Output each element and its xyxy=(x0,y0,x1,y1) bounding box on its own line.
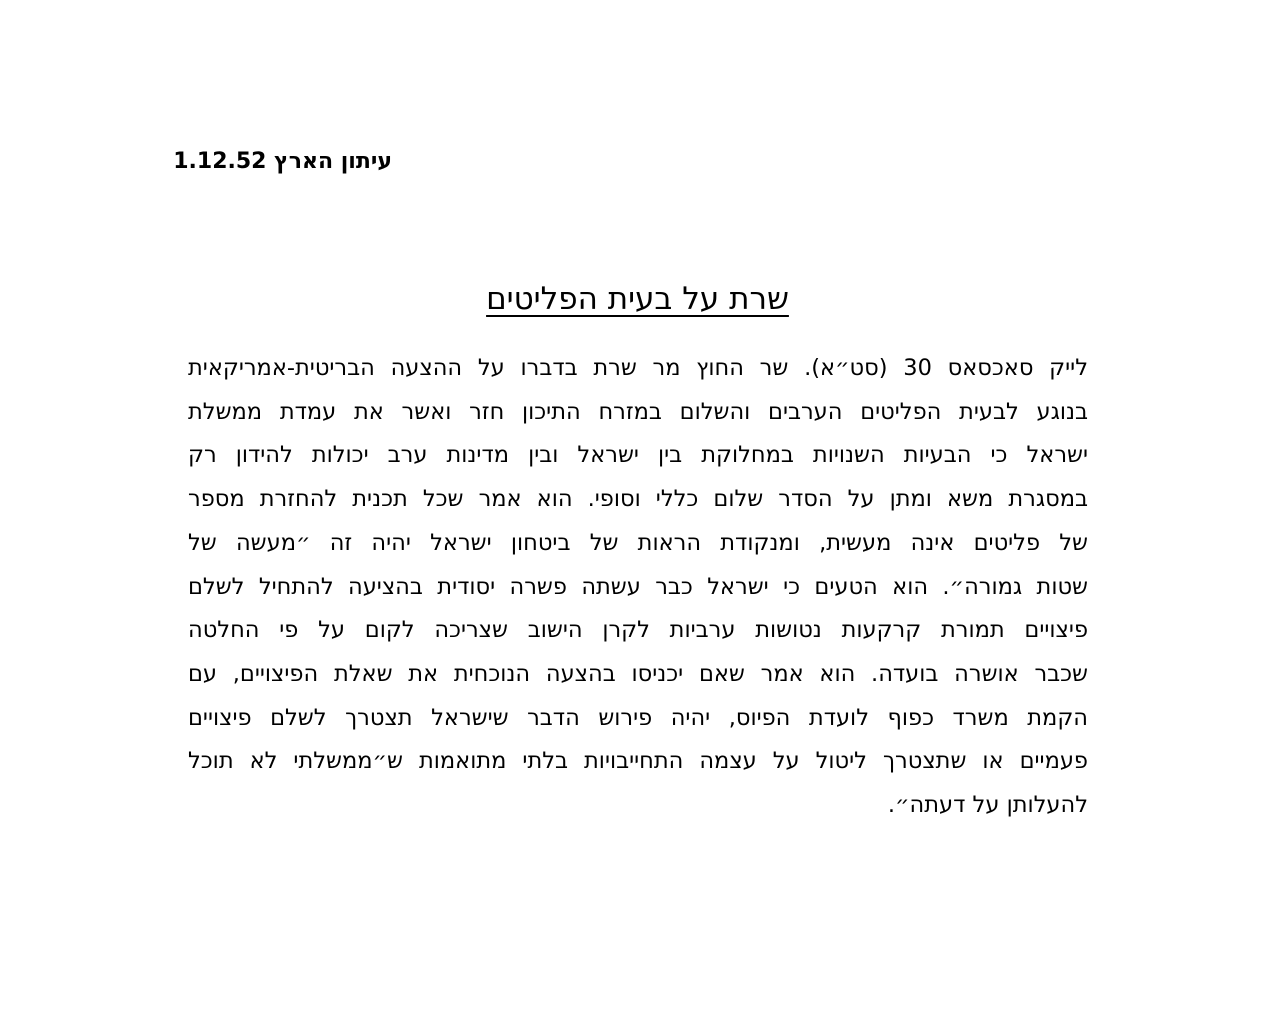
body-line: פיצויים תמורת קרקעות נטושות ערביות לקרן הישוב שצריכה לקום על פי החלטה xyxy=(188,617,1088,644)
body-line: לייק סאכסאס 30 (סט״א). שר החוץ מר שרת בדברו על ההצעה הבריטית-אמריקאית xyxy=(188,355,1088,381)
publication-date: 1.12.52 xyxy=(173,149,267,174)
body-line: בנוגע לבעית הפליטים הערבים והשלום במזרח התיכון חזר ואשר את עמדת ממשלת xyxy=(188,398,1088,425)
body-line: פעמיים או שתצטרך ליטול על עצמה התחייבויות בלתי מתואמות ש״ממשלתי לא תוכל xyxy=(188,748,1088,775)
source-line xyxy=(160,146,392,178)
body-line: הקמת משרד כפוף לועדת הפיוס, יהיה פירוש הדבר שישראל תצטרך לשלם פיצויים xyxy=(188,704,1088,731)
body-line: שטות גמורה״. הוא הטעים כי ישראל כבר עשתה פשרה יסודית בהציעה להתחיל לשלם xyxy=(188,573,1088,600)
body-line: של פליטים אינה מעשית, ומנקודת הראות של ביטחון ישראל יהיה זה ״מעשה של xyxy=(188,529,1088,556)
article-body xyxy=(188,347,1088,828)
publication-name: עיתון הארץ xyxy=(274,149,392,174)
article-headline: שרת על בעית הפליטים xyxy=(486,281,789,317)
body-line-last: להעלותן על דעתה״. xyxy=(887,792,1088,819)
body-line: שכבר אושרה בועדה. הוא אמר שאם יכניסו בהצעה הנוכחית את שאלת הפיצויים, עם xyxy=(188,660,1088,687)
body-line: ישראל כי הבעיות השנויות במחלוקת בין ישראל ובין מדינות ערב יכולות להידון רק xyxy=(188,442,1088,469)
body-line: במסגרת משא ומתן על הסדר שלום כללי וסופי. הוא אמר שכל תכנית להחזרת מספר xyxy=(188,486,1088,513)
